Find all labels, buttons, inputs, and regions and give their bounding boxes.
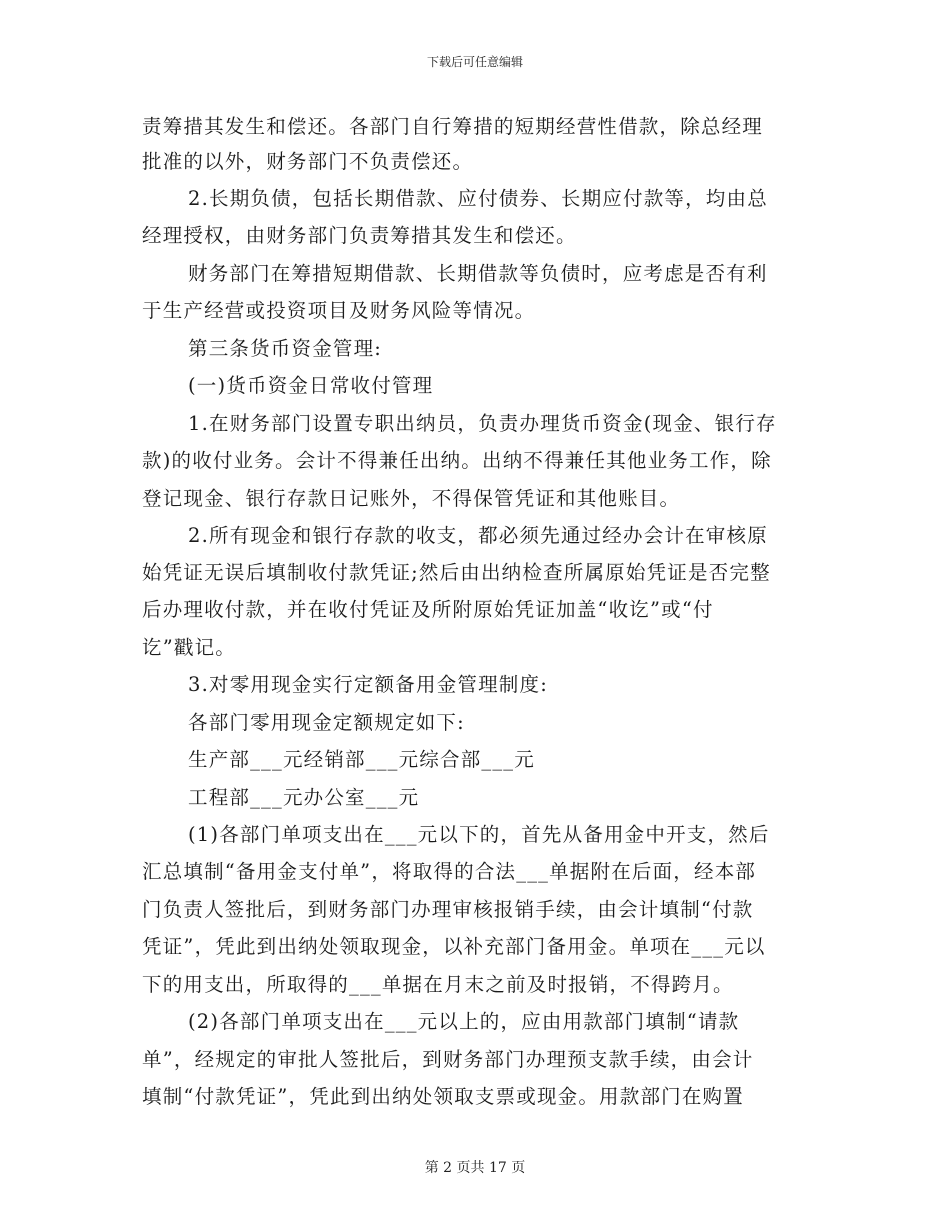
text-line: 工程部___元办公室___元 [188, 786, 420, 809]
text-line: (2)各部门单项支出在___元以上的，应由用款部门填制“请款 [188, 1010, 740, 1033]
text-line: 各部门零用现金定额规定如下: [188, 711, 465, 734]
text-line: 始凭证无误后填制收付款凭证;然后由出纳检查所属原始凭证是否完整 [142, 561, 771, 584]
text-line: 2.长期负债，包括长期借款、应付债券、长期应付款等，均由总 [188, 187, 768, 210]
text-line: 单”，经规定的审批人签批后，到财务部门办理预支款手续，由会计 [142, 1048, 754, 1071]
text-line: (1)各部门单项支出在___元以下的，首先从备用金中开支，然后 [188, 823, 770, 846]
text-line: 3.对零用现金实行定额备用金管理制度: [188, 673, 548, 696]
page-footer: 第 2 页共 17 页 [424, 1160, 526, 1176]
text-line: 经理授权，由财务部门负责筹措其发生和偿还。 [142, 224, 577, 247]
text-line: 门负责人签批后，到财务部门办理审核报销手续，由会计填制“付款 [142, 898, 754, 921]
text-line: 登记现金、银行存款日记账外，不得保管凭证和其他账目。 [142, 487, 681, 510]
text-line: (一)货币资金日常收付管理 [188, 374, 434, 397]
text-line: 1.在财务部门设置专职出纳员，负责办理货币资金(现金、银行存 [188, 412, 777, 435]
text-line: 2.所有现金和银行存款的收支，都必须先通过经办会计在审核原 [188, 524, 768, 547]
text-line: 讫”戳记。 [142, 636, 236, 659]
page-header: 下载后可任意编辑 [426, 55, 523, 69]
text-line: 责筹措其发生和偿还。各部门自行筹措的短期经营性借款，除总经理 [142, 115, 764, 138]
text-line: 填制“付款凭证”，凭此到出纳处领取支票或现金。用款部门在购置 [142, 1085, 744, 1108]
text-line: 凭证”，凭此到出纳处领取现金，以补充部门备用金。单项在___元以 [142, 935, 766, 958]
text-line: 于生产经营或投资项目及财务风险等情况。 [142, 299, 536, 322]
text-line: 第三条货币资金管理: [188, 337, 383, 360]
text-line: 下的用支出，所取得的___单据在月末之前及时报销，不得跨月。 [142, 973, 734, 996]
text-line: 财务部门在筹措短期借款、长期借款等负债时，应考虑是否有利 [188, 262, 768, 285]
text-line: 汇总填制“备用金支付单”，将取得的合法___单据附在后面，经本部 [142, 860, 757, 883]
text-line: 后办理收付款，并在收付凭证及所附原始凭证加盖“收讫”或“付 [142, 598, 714, 621]
text-line: 生产部___元经销部___元综合部___元 [188, 748, 535, 771]
text-line: 款)的收付业务。会计不得兼任出纳。出纳不得兼任其他业务工作，除 [142, 449, 772, 472]
text-line: 批准的以外，财务部门不负责偿还。 [142, 150, 474, 173]
